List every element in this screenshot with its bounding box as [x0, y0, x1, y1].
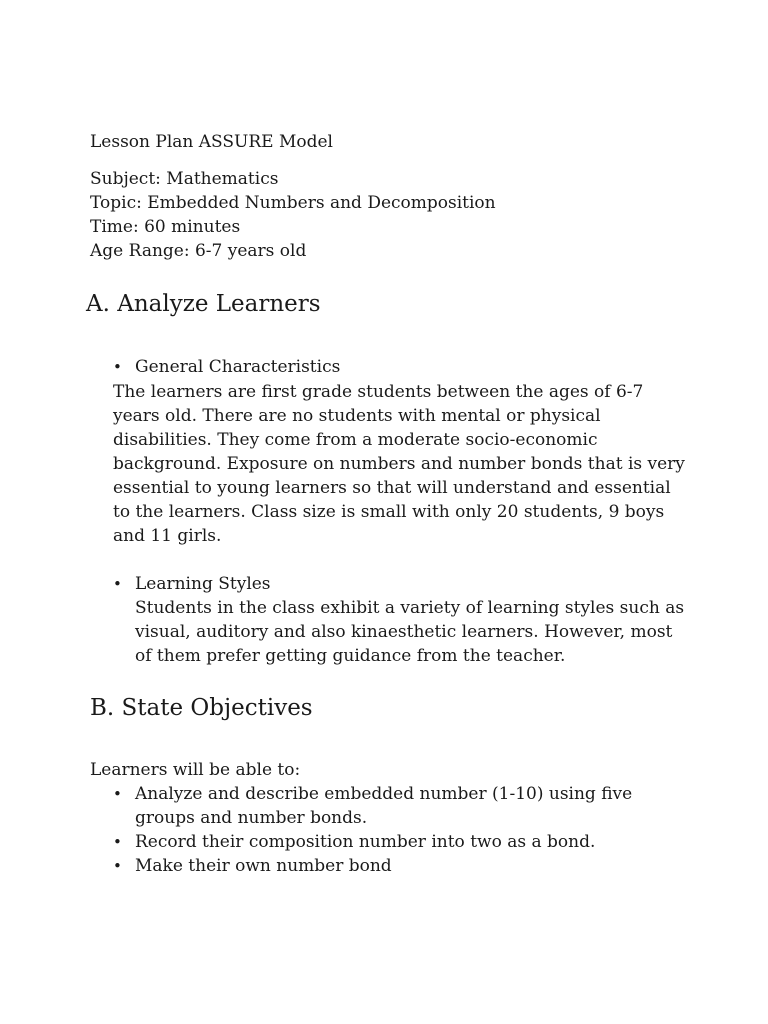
objective-line: Make their own number bond	[135, 856, 392, 876]
bullet-glyph: •	[113, 857, 122, 875]
paragraph-line: and 11 girls.	[113, 526, 222, 546]
bullet-glyph: •	[113, 833, 122, 851]
paragraph-line: essential to young learners so that will understand and essential	[113, 478, 671, 498]
paragraph-line: to the learners. Class size is small with only 20 students, 9 boys	[113, 502, 665, 522]
subject-line: Subject: Mathematics	[90, 169, 279, 189]
general-characteristics-label: General Characteristics	[135, 357, 341, 377]
objective-item	[113, 830, 673, 854]
paragraph-line: disabilities. They come from a moderate socio-economic	[113, 430, 598, 450]
age-range-line: Age Range: 6-7 years old	[90, 241, 307, 261]
objectives-intro: Learners will be able to:	[90, 760, 301, 780]
paragraph-line: of them prefer getting guidance from the teacher.	[135, 646, 566, 666]
paragraph-line: The learners are first grade students between the ages of 6-7	[113, 382, 644, 402]
paragraph-line: visual, auditory and also kinaesthetic learners. However, most	[135, 622, 673, 642]
objectives-list	[113, 782, 673, 878]
bullet-glyph: •	[113, 358, 122, 376]
objective-line: Record their composition number into two as a bond.	[135, 832, 596, 852]
paragraph-line: Students in the class exhibit a variety of learning styles such as	[135, 598, 685, 618]
topic-line: Topic: Embedded Numbers and Decomposition	[90, 193, 496, 213]
document-title: Lesson Plan ASSURE Model	[90, 132, 333, 152]
section-a-heading: A. Analyze Learners	[86, 291, 321, 317]
objective-line: Analyze and describe embedded number (1-10) using five	[135, 784, 633, 804]
objective-item	[113, 854, 673, 878]
objective-item	[113, 782, 673, 830]
objective-line: groups and number bonds.	[135, 808, 368, 828]
paragraph-line: years old. There are no students with mental or physical	[113, 406, 601, 426]
time-line: Time: 60 minutes	[90, 217, 241, 237]
bullet-glyph: •	[113, 575, 122, 593]
learning-styles-paragraph	[135, 596, 684, 668]
paragraph-line: background. Exposure on numbers and number bonds that is very	[113, 454, 685, 474]
learning-styles-label: Learning Styles	[135, 574, 271, 594]
general-characteristics-paragraph	[113, 380, 685, 548]
bullet-glyph: •	[113, 785, 122, 803]
section-b-heading: B. State Objectives	[90, 695, 313, 721]
